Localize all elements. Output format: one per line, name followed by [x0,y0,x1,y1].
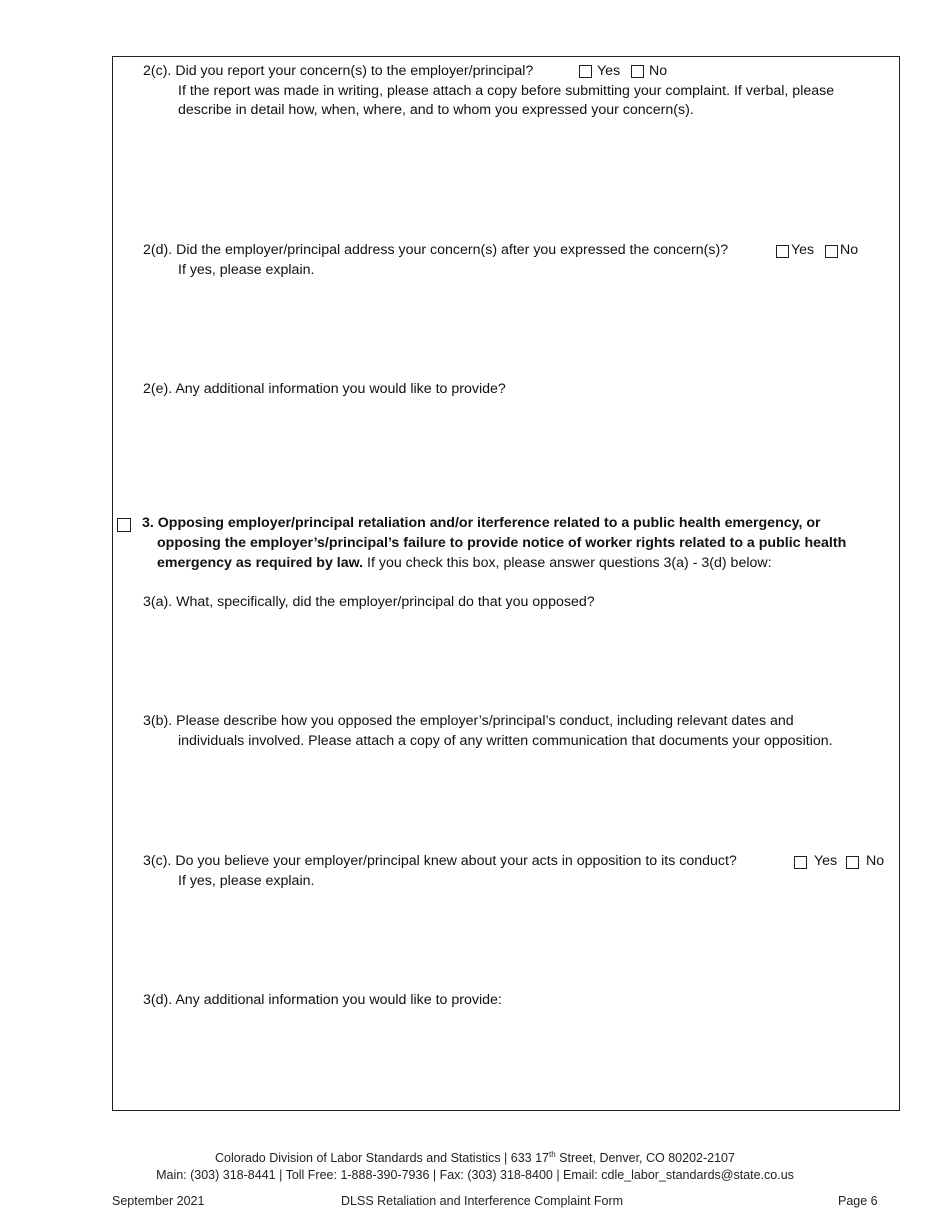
q3c-yes-label: Yes [814,853,838,869]
q2c-yes-label: Yes [597,63,621,79]
q2d-no-label: No [840,242,859,258]
footer-contact: Main: (303) 318-8441 | Toll Free: 1-888-390-7936 | Fax: (303) 318-8400 | Email: cdle_labor_standards@state.co.us [156,1168,794,1182]
q3c-no-label: No [866,853,885,869]
q3d-question: 3(d). Any additional information you would like to provide: [143,992,502,1008]
q2d-no-checkbox[interactable] [825,245,838,258]
q3c-yes-checkbox[interactable] [794,856,807,869]
section3-title-line3 [157,553,772,573]
section3-checkbox[interactable] [117,518,131,532]
q3b-question-line1: 3(b). Please describe how you opposed the employer’s/principal’s conduct, including relevant dates and [143,713,794,729]
section3-title-line1: 3. Opposing employer/principal retaliation and/or iterference related to a public health emergency, or [142,515,821,531]
q2c-question: 2(c). Did you report your concern(s) to the employer/principal? [143,63,534,79]
q2c-instruction-line1: If the report was made in writing, please attach a copy before submitting your complaint. If verbal, please [178,83,835,99]
section3-title-line3-bold: emergency as required by law. [157,555,364,571]
q2c-no-label: No [649,63,668,79]
q3a-question: 3(a). What, specifically, did the employer/principal do that you opposed? [143,594,595,610]
q3c-question: 3(c). Do you believe your employer/principal knew about your acts in opposition to its conduct? [143,853,737,869]
q2d-question: 2(d). Did the employer/principal address your concern(s) after you expressed the concern(s)? [143,242,729,258]
footer-page-number: Page 6 [838,1194,878,1208]
q3c-instruction: If yes, please explain. [178,873,315,889]
q2d-yes-checkbox[interactable] [776,245,789,258]
q2d-yes-label: Yes [791,242,815,258]
q3b-question-line2: individuals involved. Please attach a copy of any written communication that documents your opposition. [178,733,833,749]
footer-address-post: Street, Denver, CO 80202-2107 [555,1151,735,1165]
q2e-question: 2(e). Any additional information you would like to provide? [143,381,506,397]
q2c-no-checkbox[interactable] [631,65,644,78]
footer-date: September 2021 [112,1194,205,1208]
footer-form-name: DLSS Retaliation and Interference Complaint Form [341,1194,624,1208]
section3-title-line2: opposing the employer’s/principal’s failure to provide notice of worker rights related to a public health [157,535,847,551]
footer-address-sup: th [549,1149,556,1159]
footer-address-pre: Colorado Division of Labor Standards and Statistics | 633 17 [215,1151,550,1165]
q2c-yes-checkbox[interactable] [579,65,592,78]
q2d-instruction: If yes, please explain. [178,262,315,278]
form-section-frame [112,56,900,1111]
q2c-instruction-line2: describe in detail how, when, where, and to whom you expressed your concern(s). [178,102,694,118]
section3-instruction: If you check this box, please answer questions 3(a) - 3(d) below: [363,555,772,571]
footer-address [0,1150,950,1167]
q3c-no-checkbox[interactable] [846,856,859,869]
